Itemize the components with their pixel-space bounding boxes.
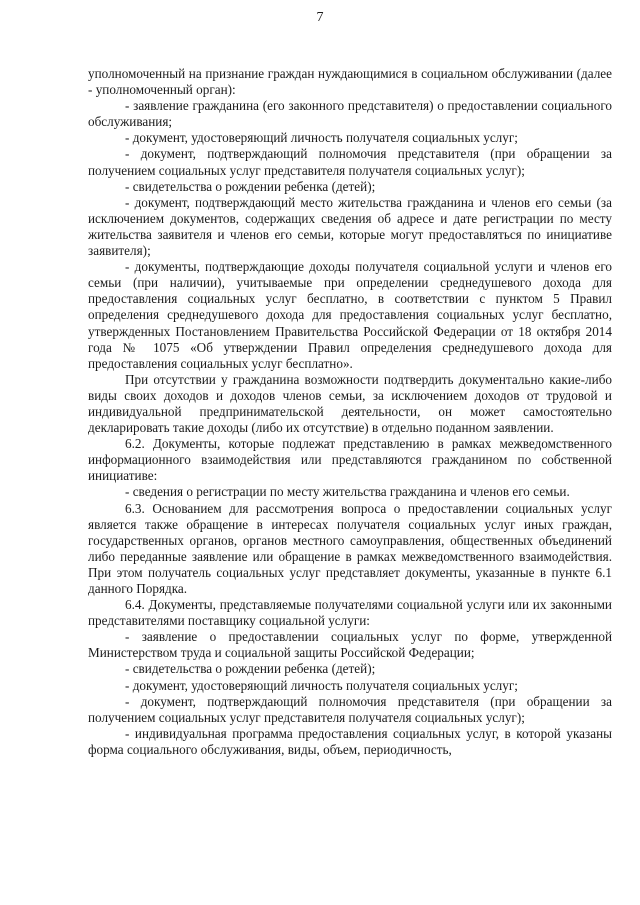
paragraph: При отсутствии у гражданина возможности подтвердить документально какие-либо виды своих доходов и доходов членов семьи, за исключением доходов от трудовой и индивидуальной предпринимательской деятельности, он может самостоятельно декларировать такие доходы (либо их отсутствие) в отдельно поданном заявлении. — [88, 371, 612, 436]
paragraph: 6.3. Основанием для рассмотрения вопроса о предоставлении социальных услуг является также обращение в интересах получателя социальных услуг иных граждан, государственных органов, органов местного самоуправления, общественных объединений либо переданные заявление или обращение в рамках межведомственного взаимодействия. При этом получатель социальных услуг представляет документы, указанные в пункте 6.1 данного Порядка. — [88, 500, 612, 596]
paragraph: - документ, удостоверяющий личность получателя социальных услуг; — [125, 130, 518, 146]
paragraph: 6.4. Документы, представляемые получателями социальной услуги или их законными представителями поставщику социальной услуги: — [88, 597, 612, 629]
paragraph: - документ, подтверждающий полномочия представителя (при обращении за получением социальных услуг представителя получателя социальных услуг); — [88, 146, 612, 178]
body-text — [88, 66, 612, 758]
paragraph: - заявление о предоставлении социальных услуг по форме, утвержденной Министерством труда и социальной защиты Российской Федерации; — [88, 629, 612, 661]
paragraph: - заявление гражданина (его законного представителя) о предоставлении социального обслуживания; — [88, 98, 612, 130]
paragraph: - сведения о регистрации по месту жительства гражданина и членов его семьи. — [125, 484, 570, 500]
paragraph: 6.2. Документы, которые подлежат представлению в рамках межведомственного информационного взаимодействия или представляются гражданином по собственной инициативе: — [88, 436, 612, 484]
paragraph: уполномоченный на признание граждан нуждающимися в социальном обслуживании (далее - уполномоченный орган): — [88, 66, 612, 98]
paragraph: - документ, подтверждающий полномочия представителя (при обращении за получением социальных услуг представителя получателя социальных услуг); — [88, 693, 612, 725]
paragraph: - свидетельства о рождении ребенка (детей); — [125, 178, 376, 194]
paragraph: - документ, удостоверяющий личность получателя социальных услуг; — [125, 677, 518, 693]
page-number: 7 — [316, 10, 324, 25]
paragraph: - документы, подтверждающие доходы получателя социальной услуги и членов его семьи (при наличии), учитываемые при определении среднедушевого дохода для предоставления социальных услуг бесплатно, в соответствии с пунктом 5 Правил определения среднедушевого дохода для предоставления социальных услуг бесплатно, утвержденных Постановлением Правительства Российской Федерации от 18 октября 2014 года № 1075 «Об утверждении Правил определения среднедушевого дохода для предоставления социальных услуг бесплатно». — [88, 259, 612, 371]
paragraph: - документ, подтверждающий место жительства гражданина и членов его семьи (за исключением документов, содержащих сведения об адресе и дате регистрации по месту жительства заявителя и членов его семьи, которые могут предоставляться по инициативе заявителя); — [88, 194, 612, 259]
paragraph: - свидетельства о рождении ребенка (детей); — [125, 661, 376, 677]
paragraph: - индивидуальная программа предоставления социальных услуг, в которой указаны форма социального обслуживания, виды, объем, периодичность, — [88, 725, 612, 757]
